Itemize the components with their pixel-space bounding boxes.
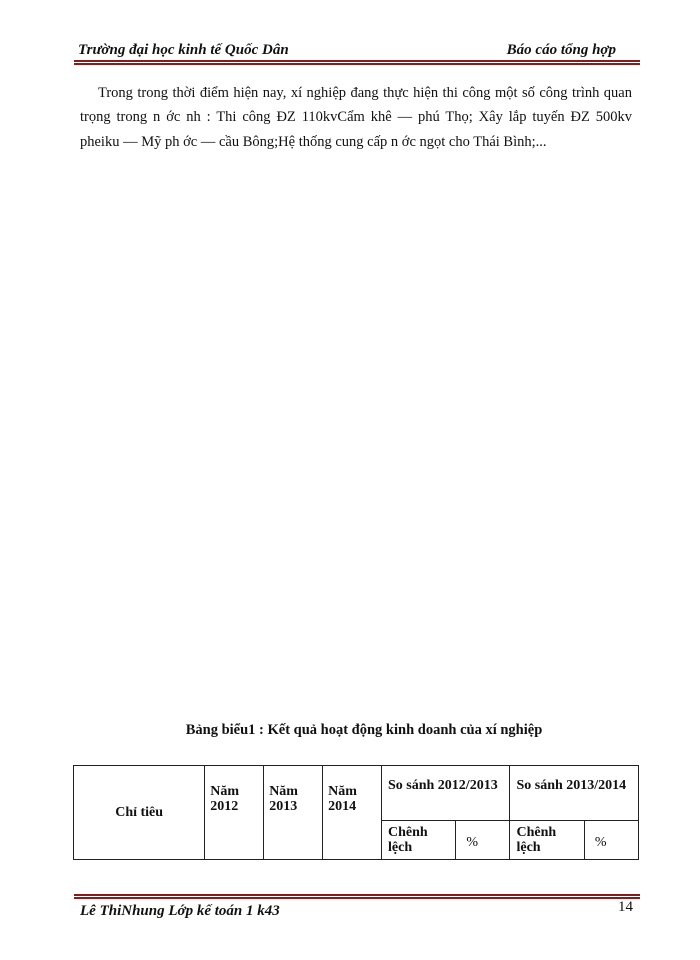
subheader-chenh-lech-2: Chênh lệch [510, 821, 584, 860]
table-title: Bảng biểu1 : Kết quả hoạt động kinh doanh của xí nghiệp [185, 722, 543, 738]
header-school-name: Trường đại học kinh tế Quốc Dân [78, 42, 289, 58]
page-number: 14 [618, 899, 633, 915]
body-paragraph: Trong trong thời điểm hiện nay, xí nghiệp đang thực hiện thi công một số công trình quan trọng trong n ớc nh : Thi công ĐZ 110kvCẩm khê — phú Thọ; Xây lắp tuyến ĐZ 500kv pheiku — Mỹ ph ớc — cầu Bông;Hệ thống cung cấp n ớc ngọt cho Thái Bình;... [80, 84, 632, 150]
header-year-2013: Năm 2013 [264, 766, 323, 860]
header-report-title: Báo cáo tổng hợp [506, 42, 616, 58]
header-compare-2012-2013: So sánh 2012/2013 [382, 766, 510, 821]
header-year-2012: Năm 2012 [205, 766, 264, 860]
subheader-percent-2: % [584, 821, 638, 860]
header-compare-2013-2014: So sánh 2013/2014 [510, 766, 639, 821]
table-header-row [74, 766, 639, 821]
footer-author-class: Lê ThiNhung Lớp kế toán 1 k43 [80, 903, 280, 919]
business-results-table [73, 765, 639, 860]
subheader-chenh-lech-1: Chênh lệch [382, 821, 456, 860]
header-double-rule [74, 60, 640, 65]
page-header [78, 40, 638, 62]
footer-double-rule [74, 894, 640, 899]
header-year-2014: Năm 2014 [323, 766, 382, 860]
subheader-percent-1: % [456, 821, 510, 860]
header-chi-tieu: Chỉ tiêu [74, 766, 205, 860]
